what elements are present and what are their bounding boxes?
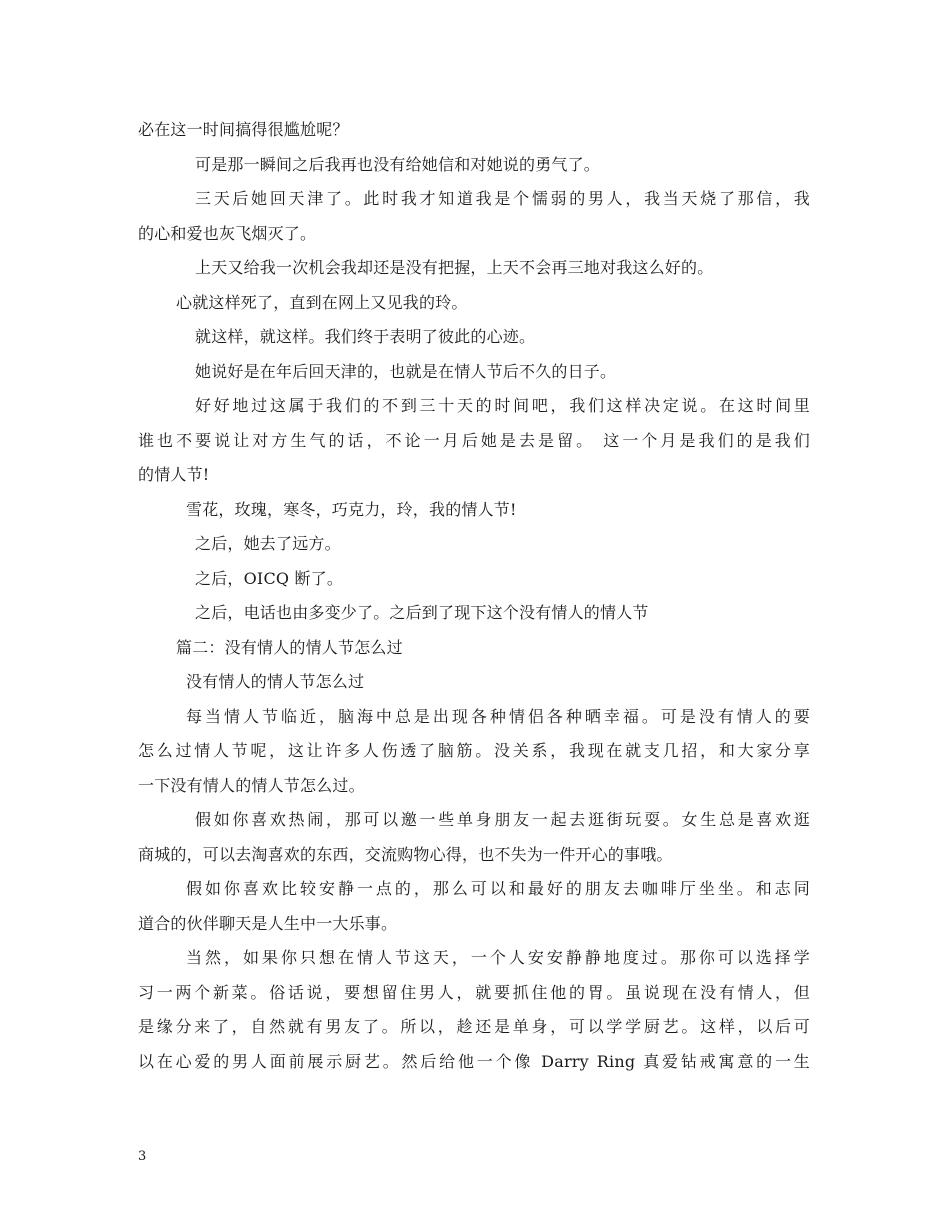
article-title: 没有情人的情人节怎么过 <box>186 672 365 691</box>
text-line: 之后，OICQ 断了。 <box>195 569 344 588</box>
text-line: 每当情人节临近，脑海中总是出现各种情侣各种晒幸福。可是没有情人的要 <box>186 707 810 726</box>
page-number: 3 <box>138 1149 147 1164</box>
text-line: 之后，电话也由多变少了。之后到了现下这个没有情人的情人节 <box>195 603 649 622</box>
text-line: 好好地过这属于我们的不到三十天的时间吧，我们这样决定说。在这时间里 <box>195 396 810 415</box>
text-line: 的心和爱也灰飞烟灭了。 <box>138 224 317 243</box>
text-line: 心就这样死了，直到在网上又见我的玲。 <box>176 293 468 312</box>
text-line: 商城的，可以去淘喜欢的东西，交流购物心得，也不失为一件开心的事哦。 <box>138 845 673 864</box>
text-line: 假如你喜欢热闹，那可以邀一些单身朋友一起去逛街玩耍。女生总是喜欢逛 <box>195 810 810 829</box>
text-line: 怎么过情人节呢，这让许多人伤透了脑筋。没关系，我现在就支几招，和大家分享 <box>138 741 810 760</box>
text-line: 必在这一时间搞得很尴尬呢？ <box>138 120 349 139</box>
text-line: 就这样，就这样。我们终于表明了彼此的心迹。 <box>195 327 536 346</box>
text-line: 三天后她回天津了。此时我才知道我是个懦弱的男人，我当天烧了那信，我 <box>195 189 810 208</box>
text-line: 她说好是在年后回天津的，也就是在情人节后不久的日子。 <box>195 362 617 381</box>
text-line: 可是那一瞬间之后我再也没有给她信和对她说的勇气了。 <box>195 155 601 174</box>
text-line: 道合的伙伴聊天是人生中一大乐事。 <box>138 914 398 933</box>
text-line: 之后，她去了远方。 <box>195 534 341 553</box>
text-line: 当然，如果你只想在情人节这天，一个人安安静静地度过。那你可以选择学 <box>186 948 810 967</box>
text-line: 以在心爱的男人面前展示厨艺。然后给他一个像 Darry Ring 真爱钻戒寓意的一生 <box>138 1052 810 1071</box>
text-line: 习一两个新菜。俗话说，要想留住男人，就要抓住他的胃。虽说现在没有情人，但 <box>138 983 810 1002</box>
text-line: 上天又给我一次机会我却还是没有把握，上天不会再三地对我这么好的。 <box>195 258 714 277</box>
text-line: 是缘分来了，自然就有男友了。所以，趁还是单身，可以学学厨艺。这样，以后可 <box>138 1017 810 1036</box>
text-line: 的情人节! <box>138 465 210 484</box>
text-line: 谁也不要说让对方生气的话，不论一月后她是去是留。 这一个月是我们的是我们 <box>138 431 810 450</box>
text-line: 一下没有情人的情人节怎么过。 <box>138 776 365 795</box>
text-line: 假如你喜欢比较安静一点的，那么可以和最好的朋友去咖啡厅坐坐。和志同 <box>186 879 810 898</box>
section-heading: 篇二：没有情人的情人节怎么过 <box>176 638 403 657</box>
text-line: 雪花，玫瑰，寒冬，巧克力，玲，我的情人节! <box>186 500 517 519</box>
